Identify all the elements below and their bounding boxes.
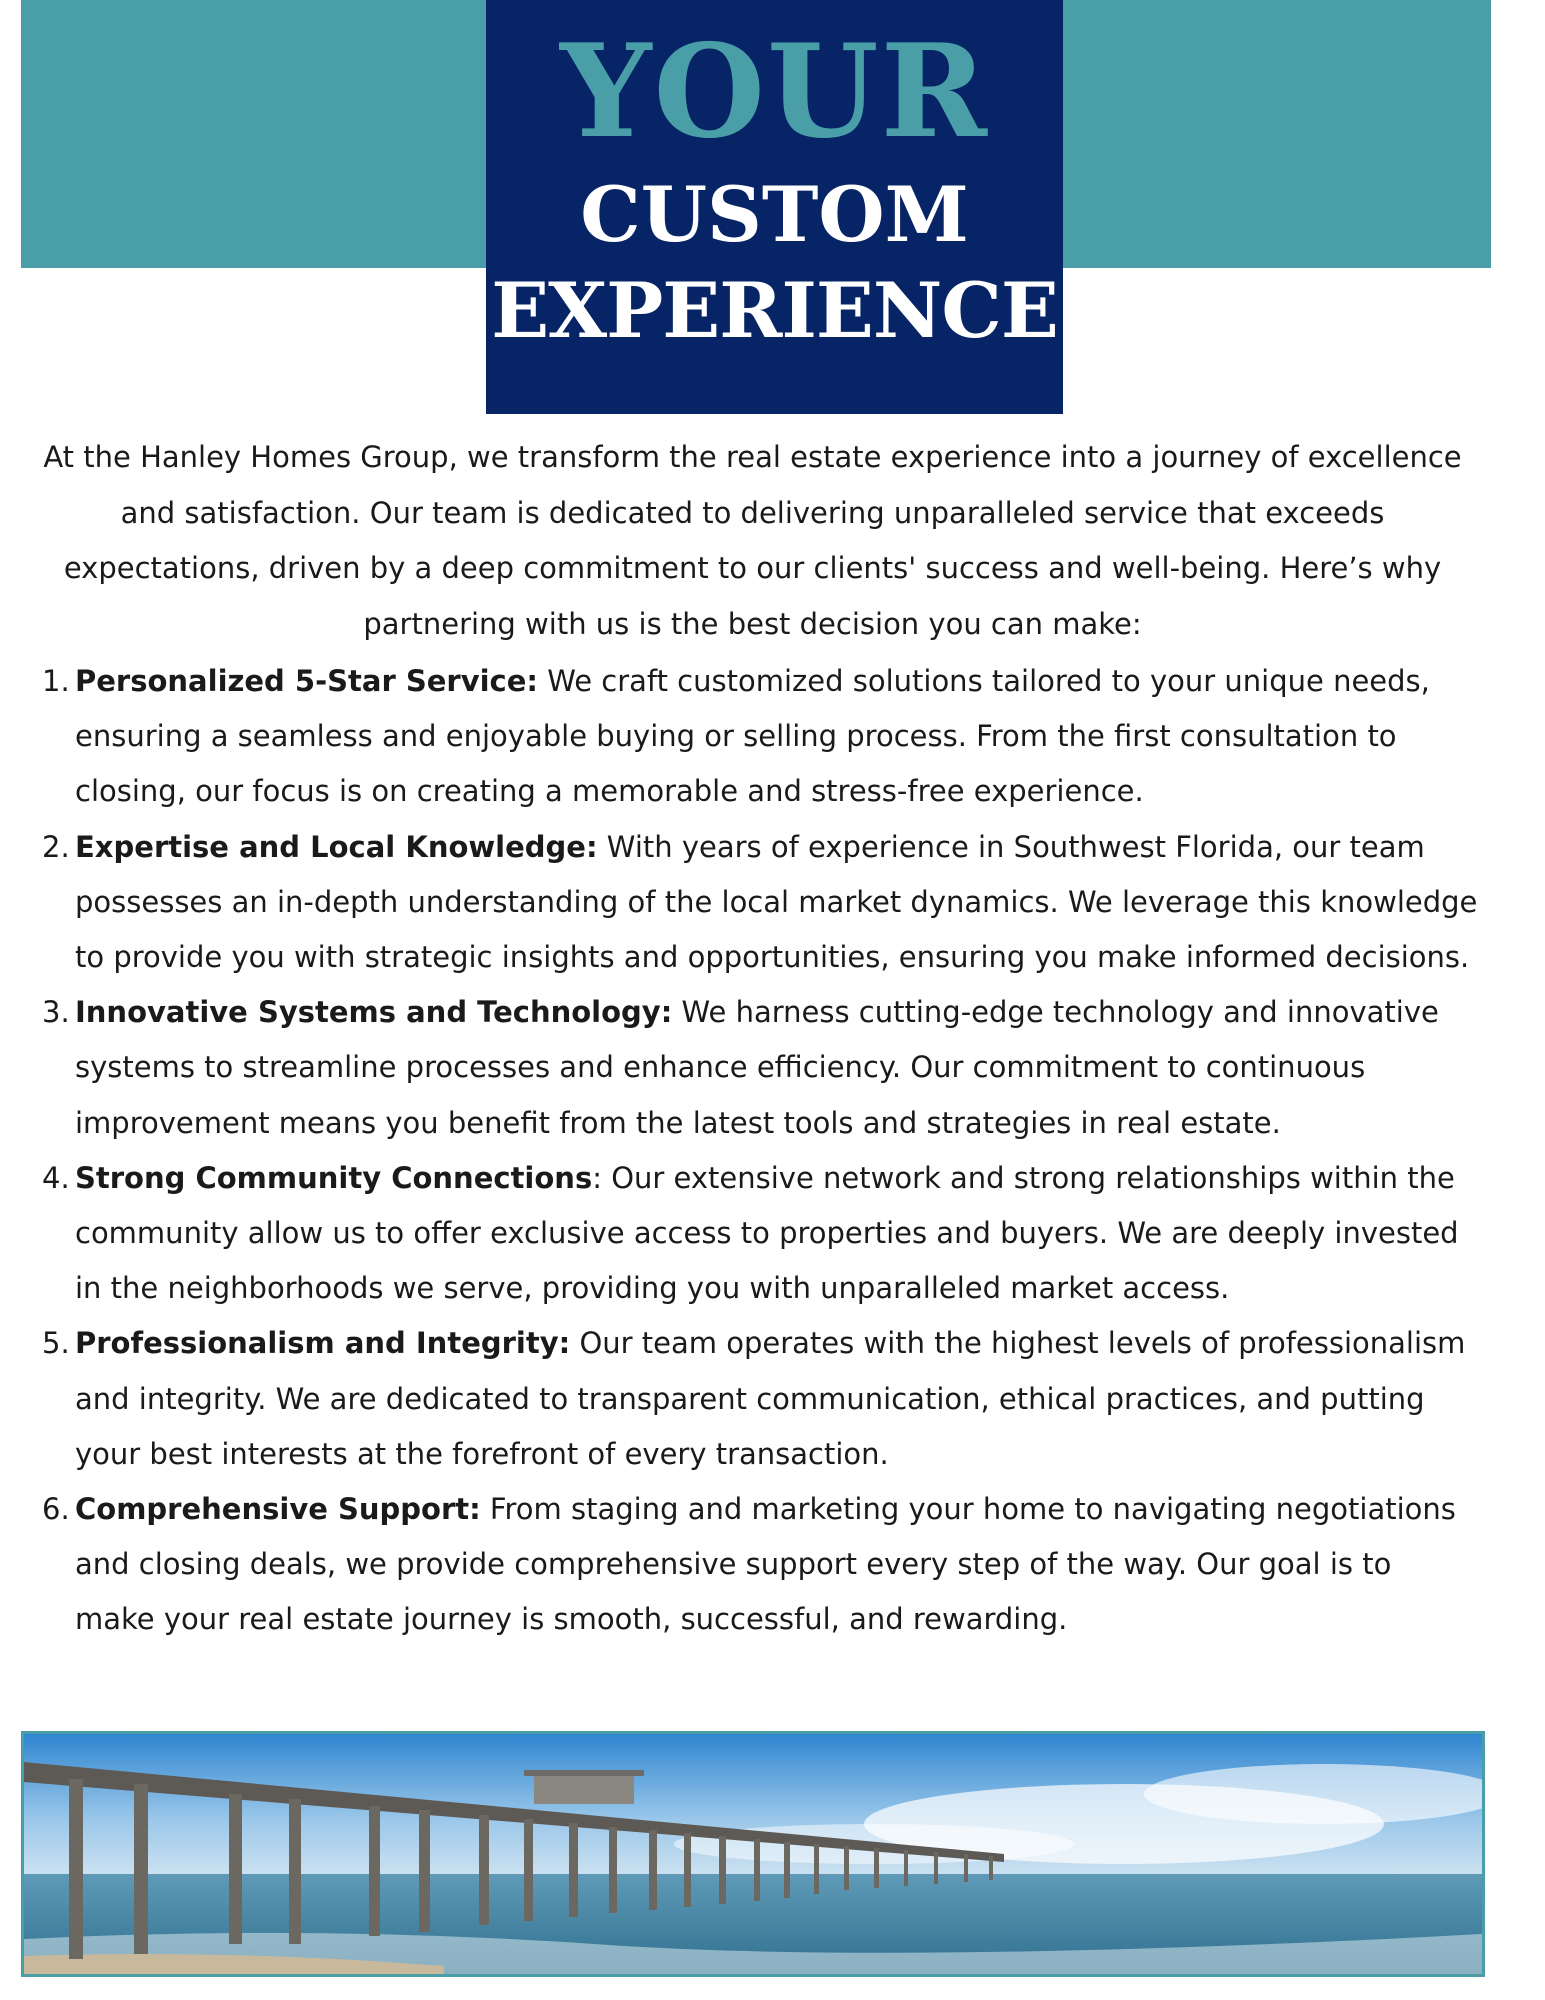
item-text: With years of experience in Southwest Florida, our team possesses an in-depth understanding of the local market dynamics. We leverage this knowledge to provide you with strategic insights and opportunities, ensuring you make informed decisions. — [75, 829, 1478, 975]
item-text: : Our extensive network and strong relationships within the community allow us to offer exclusive access to properties and buyers. We are deeply invested in the neighborhoods we serve, providing you with unparalleled market access. — [75, 1160, 1459, 1306]
item-title: Comprehensive Support: — [75, 1492, 481, 1527]
title-experience: EXPERIENCE — [491, 266, 1058, 355]
benefits-list — [30, 654, 1480, 1648]
item-title: Innovative Systems and Technology: — [75, 995, 673, 1030]
title-custom: CUSTOM — [580, 170, 969, 259]
item-text: Our team operates with the highest levels of professionalism and integrity. We are dedicated to transparent communication, ethical practices, and putting your best interests at the forefront of every transaction. — [75, 1326, 1466, 1471]
list-item — [30, 1482, 1480, 1648]
item-number: 4. — [42, 1160, 70, 1195]
pier-photo — [21, 1731, 1485, 1977]
item-title: Strong Community Connections — [75, 1160, 593, 1195]
item-text: We craft customized solutions tailored to your unique needs, ensuring a seamless and enjoyable buying or selling process. From the first consultation to closing, our focus is on creating a memorable and stress-free experience. — [75, 664, 1430, 809]
item-number: 3. — [42, 995, 70, 1030]
intro-paragraph: At the Hanley Homes Group, we transform the real estate experience into a journey of excellence and satisfaction. Our team is dedicated to delivering unparalleled service that exceeds expectations, driven by a deep commitment to our clients' success and well-being. Here’s why partnering with us is the best decision you can make: — [43, 440, 1462, 641]
item-title: Professionalism and Integrity: — [75, 1326, 571, 1361]
item-text: From staging and marketing your home to navigating negotiations and closing deals, we provide comprehensive support every step of the way. Our goal is to make your real estate journey is smooth, successful, and rewarding. — [75, 1492, 1456, 1637]
item-title: Personalized 5-Star Service: — [75, 664, 538, 698]
item-number: 6. — [42, 1492, 70, 1527]
list-item — [30, 985, 1480, 1151]
item-text: We harness cutting-edge technology and innovative systems to streamline processes and enhance efficiency. Our commitment to continuous improvement means you benefit from the latest tools and strategies in real estate. — [75, 995, 1439, 1140]
list-item — [30, 1151, 1480, 1317]
title-your: YOUR — [560, 17, 989, 167]
item-number: 2. — [42, 829, 70, 864]
item-number: 1. — [42, 664, 70, 698]
list-item — [30, 1316, 1480, 1482]
pier-illustration — [24, 1734, 1482, 1974]
list-item — [30, 820, 1480, 986]
title-box — [486, 0, 1063, 414]
item-number: 5. — [42, 1326, 70, 1361]
list-item — [30, 654, 1480, 820]
item-title: Expertise and Local Knowledge: — [75, 829, 598, 864]
